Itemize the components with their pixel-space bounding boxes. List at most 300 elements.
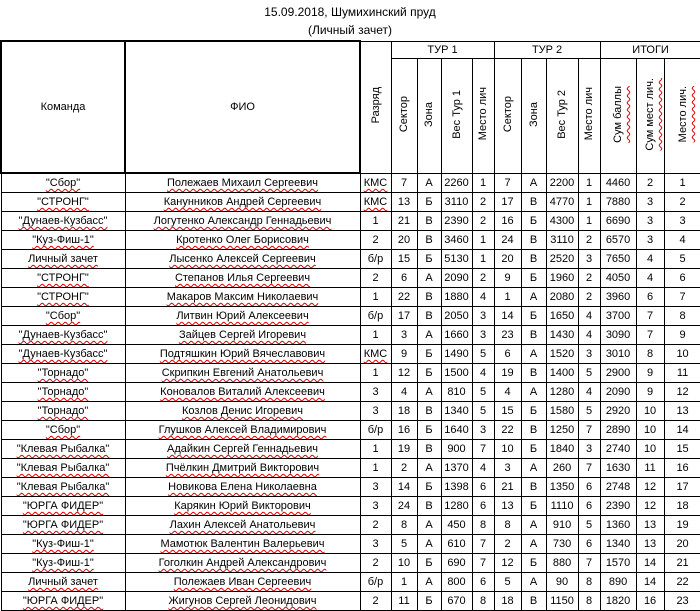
cell-sector-1 bbox=[391, 478, 417, 497]
cell-place-1-text: 6 bbox=[479, 576, 487, 588]
cell-sector-1 bbox=[391, 288, 417, 307]
table-row bbox=[1, 345, 700, 364]
cell-sum-points-text: 3090 bbox=[605, 329, 631, 341]
cell-team-text: "Дунаев-Кузбасс" bbox=[18, 348, 108, 360]
cell-sum-places-text: 2 bbox=[647, 176, 654, 189]
cell-team bbox=[1, 440, 125, 459]
cell-sector-1-text: 18 bbox=[397, 405, 411, 417]
cell-team-text: "Сбор" bbox=[45, 177, 81, 189]
cell-place-1-text: 6 bbox=[479, 481, 487, 493]
cell-sum-points bbox=[600, 383, 636, 402]
cell-sector-2-text: 19 bbox=[501, 367, 514, 379]
cell-weight-2 bbox=[546, 459, 578, 478]
cell-place-2-text: 1 bbox=[585, 196, 593, 208]
col-zone-1-label: Зона bbox=[423, 101, 435, 127]
cell-fio bbox=[125, 326, 360, 345]
cell-zone-1-text: А bbox=[425, 538, 433, 550]
cell-place-2-text: 1 bbox=[585, 176, 593, 189]
cell-place-2 bbox=[578, 573, 600, 592]
cell-sum-places-text: 16 bbox=[643, 595, 657, 607]
cell-zone-1 bbox=[417, 288, 441, 307]
cell-sector-1 bbox=[391, 345, 417, 364]
cell-sector-2-text: 16 bbox=[501, 215, 514, 227]
cell-weight-2-text: 1350 bbox=[549, 481, 575, 493]
cell-weight-2 bbox=[546, 212, 578, 231]
cell-final-place-text: 10 bbox=[676, 348, 689, 360]
col-rank bbox=[360, 41, 391, 173]
cell-sector-1 bbox=[391, 535, 417, 554]
cell-place-1 bbox=[472, 364, 494, 383]
cell-rank bbox=[360, 250, 391, 269]
cell-place-2-text: 7 bbox=[585, 424, 593, 436]
cell-sector-2 bbox=[494, 307, 521, 326]
cell-place-2 bbox=[578, 440, 600, 459]
cell-sum-points bbox=[600, 269, 636, 288]
cell-zone-2-text: В bbox=[529, 234, 538, 246]
cell-sector-1-text: 15 bbox=[397, 253, 411, 265]
cell-weight-1 bbox=[441, 307, 472, 326]
cell-sector-2-text: 23 bbox=[501, 329, 514, 341]
cell-place-2-text: 5 bbox=[585, 367, 593, 379]
cell-weight-2-text: 1110 bbox=[550, 500, 574, 512]
cell-weight-1-text: 2050 bbox=[444, 310, 469, 322]
table-row bbox=[1, 326, 700, 345]
cell-fio-text: Степанов Илья Сергеевич bbox=[174, 272, 311, 284]
cell-place-1-text: 1 bbox=[479, 176, 487, 189]
cell-weight-2-text: 1580 bbox=[549, 405, 575, 417]
cell-fio bbox=[125, 345, 360, 364]
cell-weight-2 bbox=[546, 478, 578, 497]
cell-sum-places bbox=[636, 592, 664, 611]
cell-rank bbox=[360, 421, 391, 440]
cell-fio bbox=[125, 440, 360, 459]
cell-sum-points bbox=[600, 212, 636, 231]
cell-final-place-text: 6 bbox=[679, 272, 686, 284]
cell-team bbox=[1, 592, 125, 611]
cell-rank-text: 2 bbox=[372, 272, 379, 284]
cell-team bbox=[1, 402, 125, 421]
col-final-place bbox=[664, 58, 700, 173]
cell-place-1 bbox=[472, 193, 494, 212]
cell-final-place-text: 13 bbox=[676, 405, 689, 417]
cell-zone-2-text: Б bbox=[529, 443, 538, 455]
cell-place-1-text: 3 bbox=[479, 310, 487, 322]
cell-sector-2 bbox=[494, 478, 521, 497]
cell-sum-points-text: 2920 bbox=[605, 405, 631, 417]
cell-zone-2-text: А bbox=[529, 462, 538, 474]
cell-zone-2 bbox=[521, 173, 546, 193]
cell-place-1-text: 2 bbox=[479, 196, 487, 208]
cell-final-place-text: 11 bbox=[676, 367, 689, 379]
cell-weight-1 bbox=[441, 383, 472, 402]
cell-fio-text: Глушков Алексей Владимирович bbox=[158, 424, 327, 436]
cell-zone-1-text: А bbox=[425, 386, 433, 398]
cell-zone-1-text: В bbox=[425, 310, 433, 322]
sheet-subtitle: (Личный зачет) bbox=[307, 23, 393, 37]
cell-sum-places-text: 3 bbox=[647, 196, 654, 208]
cell-place-1-text: 4 bbox=[479, 462, 487, 474]
col-final-place-label: Место лич. bbox=[676, 85, 689, 143]
table-row bbox=[1, 269, 700, 288]
cell-sector-2-text: 10 bbox=[501, 443, 514, 455]
cell-zone-2-text: В bbox=[529, 367, 538, 379]
cell-sector-1-text: 10 bbox=[397, 557, 411, 569]
cell-fio-text: Макаров Максим Николаевич bbox=[166, 291, 319, 303]
cell-sector-1 bbox=[391, 193, 417, 212]
cell-sector-2-text: 22 bbox=[501, 424, 514, 436]
col-zone-2 bbox=[521, 58, 546, 173]
cell-zone-2 bbox=[521, 516, 546, 535]
results-body bbox=[1, 173, 700, 611]
cell-sum-places bbox=[636, 554, 664, 573]
cell-sum-places-text: 12 bbox=[643, 481, 657, 493]
cell-zone-2-text: В bbox=[529, 253, 538, 265]
cell-fio-text: Мамотюк Валентин Валерьевич bbox=[160, 538, 325, 550]
cell-weight-1 bbox=[441, 288, 472, 307]
cell-team bbox=[1, 231, 125, 250]
cell-zone-1-text: А bbox=[425, 329, 433, 341]
table-row bbox=[1, 383, 700, 402]
cell-zone-1-text: А bbox=[425, 576, 433, 588]
cell-weight-1 bbox=[441, 173, 472, 193]
cell-place-1-text: 3 bbox=[479, 329, 487, 341]
cell-sum-points-text: 7650 bbox=[605, 253, 631, 265]
cell-sector-2 bbox=[494, 440, 521, 459]
cell-zone-2-text: В bbox=[529, 481, 538, 493]
cell-zone-2 bbox=[521, 269, 546, 288]
cell-weight-2 bbox=[546, 231, 578, 250]
cell-sector-1 bbox=[391, 592, 417, 611]
cell-place-2-text: 6 bbox=[585, 481, 593, 493]
cell-sector-1 bbox=[391, 326, 417, 345]
cell-sector-2 bbox=[494, 269, 521, 288]
cell-zone-2 bbox=[521, 383, 546, 402]
cell-sector-1 bbox=[391, 516, 417, 535]
cell-place-1-text: 6 bbox=[479, 500, 487, 512]
col-tour1: ТУР 1 bbox=[391, 41, 494, 58]
table-row bbox=[1, 497, 700, 516]
cell-weight-2 bbox=[546, 288, 578, 307]
cell-place-2 bbox=[578, 326, 600, 345]
cell-zone-2-text: А bbox=[529, 386, 538, 398]
cell-place-1 bbox=[472, 212, 494, 231]
cell-sum-places-text: 7 bbox=[647, 329, 654, 341]
cell-fio bbox=[125, 383, 360, 402]
cell-team bbox=[1, 193, 125, 212]
cell-sector-1-text: 14 bbox=[397, 481, 411, 493]
cell-sector-2 bbox=[494, 326, 521, 345]
cell-sector-1-text: 20 bbox=[397, 234, 411, 246]
cell-rank-text: 2 bbox=[372, 519, 379, 531]
cell-sum-places-text: 13 bbox=[643, 519, 657, 531]
cell-sum-places-text: 10 bbox=[643, 424, 657, 436]
cell-zone-2 bbox=[521, 364, 546, 383]
cell-weight-2-text: 1150 bbox=[550, 595, 574, 607]
cell-final-place bbox=[664, 288, 700, 307]
cell-team-text: "Клевая Рыбалка" bbox=[16, 481, 110, 493]
cell-sector-2-text: 15 bbox=[501, 405, 514, 417]
cell-sum-points-text: 4050 bbox=[605, 272, 631, 284]
cell-weight-1 bbox=[441, 421, 472, 440]
cell-final-place-text: 3 bbox=[679, 215, 686, 227]
table-row bbox=[1, 478, 700, 497]
cell-zone-2-text: Б bbox=[529, 215, 538, 227]
cell-sector-2-text: 17 bbox=[501, 196, 514, 208]
cell-sector-2-text: 3 bbox=[504, 462, 511, 474]
table-row bbox=[1, 440, 700, 459]
cell-place-2 bbox=[578, 307, 600, 326]
cell-rank-text: 1 bbox=[372, 443, 379, 455]
cell-sector-2-text: 8 bbox=[504, 519, 511, 531]
cell-sum-places-text: 14 bbox=[643, 576, 657, 588]
col-place-2-label: Место лич bbox=[583, 87, 596, 141]
cell-sector-1 bbox=[391, 459, 417, 478]
cell-final-place-text: 17 bbox=[676, 481, 689, 493]
cell-zone-2 bbox=[521, 592, 546, 611]
cell-final-place-text: 20 bbox=[676, 538, 689, 550]
cell-final-place bbox=[664, 459, 700, 478]
cell-fio-text: Козлов Денис Игоревич bbox=[182, 405, 303, 417]
cell-sector-1-text: 5 bbox=[400, 538, 408, 550]
cell-final-place bbox=[664, 535, 700, 554]
cell-rank-text: КМС bbox=[363, 348, 388, 360]
cell-team bbox=[1, 250, 125, 269]
cell-sector-2 bbox=[494, 212, 521, 231]
cell-sum-places bbox=[636, 345, 664, 364]
cell-rank-text: 3 bbox=[372, 481, 379, 493]
cell-place-2-text: 8 bbox=[585, 576, 593, 588]
cell-team-text: "Дунаев-Кузбасс" bbox=[18, 215, 108, 227]
sheet-title: 15.09.2018, Шумихинский пруд bbox=[264, 5, 436, 19]
cell-weight-2-text: 910 bbox=[552, 519, 572, 531]
cell-sum-points bbox=[600, 345, 636, 364]
cell-weight-1-text: 670 bbox=[447, 595, 466, 607]
cell-team bbox=[1, 421, 125, 440]
cell-weight-1 bbox=[441, 250, 472, 269]
cell-sum-points-text: 2090 bbox=[605, 386, 631, 398]
col-place-1 bbox=[472, 58, 494, 173]
cell-sum-places bbox=[636, 383, 664, 402]
cell-rank bbox=[360, 592, 391, 611]
cell-zone-2-text: А bbox=[529, 576, 538, 588]
cell-zone-2 bbox=[521, 459, 546, 478]
cell-weight-1 bbox=[441, 345, 472, 364]
cell-sum-places bbox=[636, 307, 664, 326]
cell-weight-1-text: 3110 bbox=[444, 196, 469, 208]
cell-place-1-text: 1 bbox=[479, 234, 487, 246]
cell-zone-2 bbox=[521, 212, 546, 231]
cell-place-1 bbox=[472, 173, 494, 193]
cell-sum-places-text: 6 bbox=[647, 291, 654, 303]
cell-final-place bbox=[664, 345, 700, 364]
cell-sum-places bbox=[636, 516, 664, 535]
col-weight-1 bbox=[441, 58, 472, 173]
cell-place-1 bbox=[472, 383, 494, 402]
cell-sector-1-text: 3 bbox=[400, 329, 408, 341]
cell-sector-1-text: 7 bbox=[400, 176, 408, 189]
cell-weight-1 bbox=[441, 193, 472, 212]
cell-sector-2-text: 1 bbox=[504, 291, 511, 303]
cell-weight-1-text: 5130 bbox=[444, 253, 469, 265]
cell-sum-points-text: 6690 bbox=[605, 215, 631, 227]
cell-team-text: "СТРОНГ" bbox=[37, 196, 89, 208]
col-zone-2-label: Зона bbox=[527, 101, 540, 127]
cell-sum-places-text: 9 bbox=[647, 367, 654, 379]
cell-place-2-text: 7 bbox=[585, 462, 593, 474]
cell-sector-2-text: 7 bbox=[504, 176, 511, 189]
cell-fio bbox=[125, 573, 360, 592]
table-row bbox=[1, 307, 700, 326]
cell-place-2-text: 5 bbox=[585, 405, 593, 417]
cell-fio-text: Кротенко Олег Борисович bbox=[176, 234, 309, 246]
cell-weight-2-text: 1400 bbox=[549, 367, 575, 379]
cell-sector-1-text: 6 bbox=[400, 272, 408, 284]
cell-sector-2-text: 21 bbox=[501, 481, 514, 493]
cell-sum-points bbox=[600, 573, 636, 592]
cell-sector-2 bbox=[494, 459, 521, 478]
cell-team-text: "Клевая Рыбалка" bbox=[16, 462, 110, 474]
cell-zone-1-text: А bbox=[425, 272, 433, 284]
cell-place-2-text: 7 bbox=[585, 557, 593, 569]
cell-place-2 bbox=[578, 497, 600, 516]
cell-team bbox=[1, 478, 125, 497]
cell-sector-2 bbox=[494, 250, 521, 269]
cell-weight-1 bbox=[441, 592, 472, 611]
cell-sum-points bbox=[600, 478, 636, 497]
cell-place-2-text: 4 bbox=[585, 386, 593, 398]
cell-team bbox=[1, 516, 125, 535]
cell-place-1 bbox=[472, 573, 494, 592]
cell-rank-text: 3 bbox=[372, 500, 379, 512]
cell-fio bbox=[125, 478, 360, 497]
cell-zone-2 bbox=[521, 554, 546, 573]
col-zone-1 bbox=[417, 58, 441, 173]
cell-fio-text: Пчёлкин Дмитрий Викторович bbox=[165, 462, 320, 474]
cell-zone-1 bbox=[417, 440, 441, 459]
cell-team-text: "ЮРГА ФИДЕР" bbox=[22, 595, 104, 607]
col-sector-1-label: Сектор bbox=[398, 95, 410, 133]
cell-zone-2 bbox=[521, 535, 546, 554]
cell-sum-places-text: 11 bbox=[644, 462, 656, 474]
cell-sum-points-text: 1630 bbox=[605, 462, 631, 474]
cell-sector-1 bbox=[391, 402, 417, 421]
cell-rank-text: б/р bbox=[367, 576, 384, 588]
cell-place-1 bbox=[472, 554, 494, 573]
cell-sector-1 bbox=[391, 573, 417, 592]
cell-weight-2-text: 4300 bbox=[549, 215, 575, 227]
cell-weight-1 bbox=[441, 440, 472, 459]
cell-sum-places bbox=[636, 440, 664, 459]
cell-weight-2-text: 1840 bbox=[549, 443, 575, 455]
cell-weight-1-text: 2390 bbox=[444, 215, 469, 227]
cell-zone-1-text: А bbox=[425, 462, 433, 474]
cell-zone-2-text: В bbox=[529, 329, 538, 341]
table-row bbox=[1, 573, 700, 592]
cell-sum-places-text: 7 bbox=[647, 310, 654, 322]
cell-weight-1-text: 1500 bbox=[444, 367, 469, 379]
table-row bbox=[1, 554, 700, 573]
cell-zone-2-text: В bbox=[529, 595, 538, 607]
cell-final-place bbox=[664, 326, 700, 345]
cell-zone-1 bbox=[417, 573, 441, 592]
cell-weight-2 bbox=[546, 326, 578, 345]
cell-weight-2 bbox=[546, 345, 578, 364]
cell-rank-text: б/р bbox=[367, 253, 384, 265]
cell-sector-2 bbox=[494, 497, 521, 516]
cell-zone-2 bbox=[521, 307, 546, 326]
cell-sum-points bbox=[600, 440, 636, 459]
cell-fio bbox=[125, 421, 360, 440]
cell-zone-2 bbox=[521, 345, 546, 364]
cell-sector-1 bbox=[391, 497, 417, 516]
cell-zone-1 bbox=[417, 212, 441, 231]
cell-rank bbox=[360, 440, 391, 459]
cell-weight-2 bbox=[546, 592, 578, 611]
cell-fio bbox=[125, 516, 360, 535]
cell-rank-text: б/р bbox=[367, 424, 384, 436]
col-sum-places bbox=[636, 58, 664, 173]
cell-sector-2 bbox=[494, 535, 521, 554]
cell-sum-points bbox=[600, 497, 636, 516]
cell-final-place-text: 21 bbox=[676, 557, 689, 569]
table-row bbox=[1, 459, 700, 478]
cell-zone-1 bbox=[417, 554, 441, 573]
cell-sum-places bbox=[636, 250, 664, 269]
cell-fio-text: Лахин Алексей Анатольевич bbox=[169, 519, 316, 531]
cell-place-1 bbox=[472, 269, 494, 288]
cell-place-1-text: 5 bbox=[479, 386, 487, 398]
cell-final-place bbox=[664, 383, 700, 402]
cell-final-place-text: 18 bbox=[676, 500, 689, 512]
cell-zone-1 bbox=[417, 516, 441, 535]
cell-sum-places bbox=[636, 573, 664, 592]
cell-place-1 bbox=[472, 250, 494, 269]
cell-zone-2-text: А bbox=[529, 291, 538, 303]
cell-zone-1-text: В bbox=[425, 291, 433, 303]
cell-final-place bbox=[664, 402, 700, 421]
cell-rank bbox=[360, 478, 391, 497]
cell-weight-1 bbox=[441, 554, 472, 573]
cell-weight-1-text: 2260 bbox=[444, 176, 469, 189]
cell-sector-1-text: 16 bbox=[397, 424, 411, 436]
cell-weight-1-text: 1398 bbox=[444, 481, 469, 493]
cell-final-place bbox=[664, 250, 700, 269]
cell-rank bbox=[360, 554, 391, 573]
cell-zone-2 bbox=[521, 193, 546, 212]
cell-sum-places bbox=[636, 459, 664, 478]
table-row bbox=[1, 592, 700, 611]
cell-weight-1 bbox=[441, 497, 472, 516]
cell-sum-places bbox=[636, 535, 664, 554]
cell-sector-1 bbox=[391, 364, 417, 383]
cell-weight-2-text: 1250 bbox=[549, 424, 575, 436]
cell-sum-places bbox=[636, 364, 664, 383]
cell-sum-points bbox=[600, 516, 636, 535]
cell-team-text: "Торнадо" bbox=[37, 386, 89, 398]
cell-place-1-text: 2 bbox=[479, 215, 487, 227]
cell-place-2 bbox=[578, 459, 600, 478]
col-weight-1-label: Вес Тур 1 bbox=[450, 89, 463, 139]
cell-zone-1 bbox=[417, 193, 441, 212]
cell-place-2-text: 4 bbox=[585, 329, 593, 341]
cell-final-place-text: 22 bbox=[676, 576, 689, 588]
cell-team-text: Личный зачет bbox=[28, 576, 98, 588]
cell-sum-points bbox=[600, 193, 636, 212]
cell-weight-2-text: 2520 bbox=[549, 253, 575, 265]
cell-weight-2 bbox=[546, 421, 578, 440]
cell-zone-1 bbox=[417, 231, 441, 250]
cell-team bbox=[1, 535, 125, 554]
